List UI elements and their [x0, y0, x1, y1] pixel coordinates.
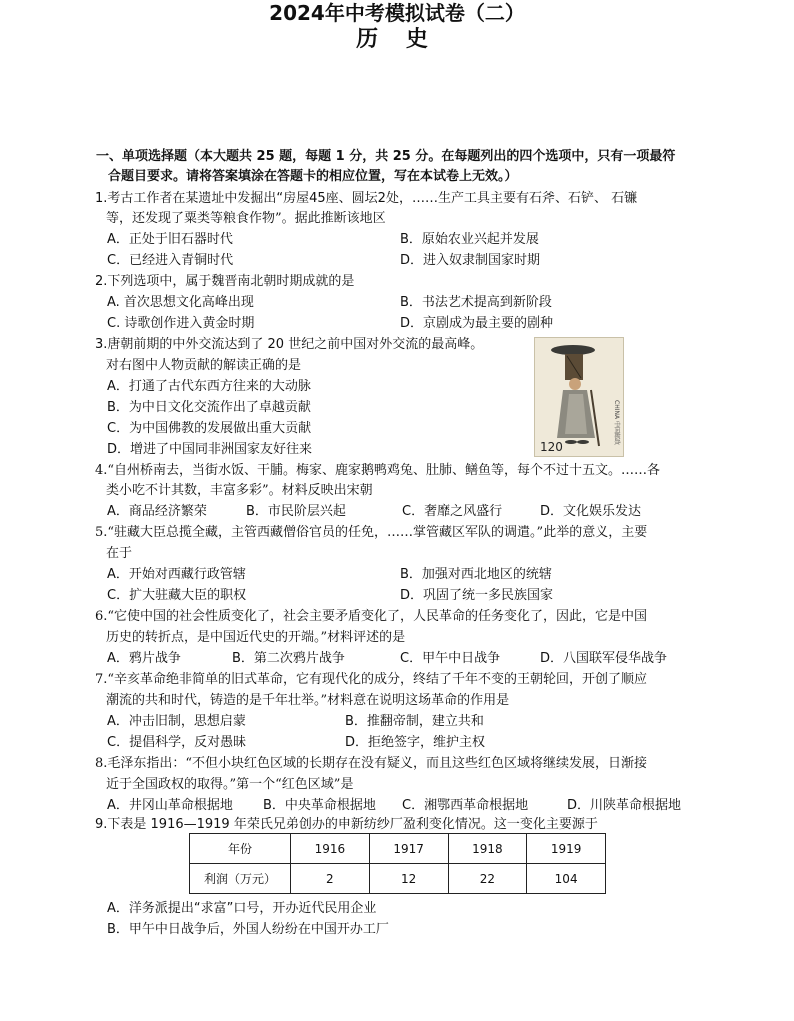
q4-option-b: B．市民阶层兴起: [246, 504, 346, 519]
q4-stem-line1: 4.“自州桥南去，当街水饭、干脯。梅家、鹿家鹅鸭鸡兔、肚肺、鳝鱼等，每个不过十五文。……各: [95, 463, 661, 478]
q9-option-b: B．甲午中日战争后，外国人纷纷在中国开办工厂: [107, 922, 389, 937]
profit-table: [189, 833, 606, 894]
q7-stem-line2: 潮流的共和时代，铸造的是千年壮举。”材料意在说明这场革命的作用是: [106, 693, 510, 708]
q3-option-a: A．打通了古代东西方往来的大动脉: [107, 379, 311, 394]
q3-option-b: B．为中日文化交流作出了卓越贡献: [107, 400, 311, 415]
q7-stem-line1: 7.“辛亥革命绝非简单的旧式革命，它有现代化的成分，终结了千年不变的王朝轮回，开创了顺应: [95, 672, 648, 687]
q9-stem: 9.下表是 1916—1919 年荣氏兄弟创办的申新纺纱厂盈利变化情况。这一变化主要源于: [95, 817, 598, 832]
section-heading-line2: 合题目要求。请将答案填涂在答题卡的相应位置，写在本试卷上无效。）: [108, 169, 518, 184]
q5-stem-line2: 在于: [106, 546, 133, 561]
table-header-cell: 1918: [448, 834, 527, 864]
q4-option-d: D．文化娱乐发达: [540, 504, 642, 519]
q5-option-c: C．扩大驻藏大臣的职权: [107, 588, 247, 603]
q8-stem-line1: 8.毛泽东指出：“不但小块红色区域的长期存在没有疑义，而且这些红色区域将继续发展，日渐接: [95, 756, 648, 771]
table-header-year: 年份: [190, 834, 291, 864]
q1-stem-line1: 1.考古工作者在某遗址中发掘出“房屋45座、圆坛2处，……生产工具主要有石斧、石铲、 石镰: [95, 191, 638, 206]
q1-option-b: B．原始农业兴起并发展: [400, 232, 539, 247]
exam-title: 2024年中考模拟试卷（二）: [269, 1, 525, 25]
monk-stamp-image: [534, 337, 624, 457]
table-cell: 2: [291, 864, 370, 894]
q3-stem-line1: 3.唐朝前期的中外交流达到了 20 世纪之前中国对外交流的最高峰。: [95, 337, 484, 352]
table-cell: 104: [527, 864, 606, 894]
table-header-row: [190, 834, 606, 864]
stamp-country-text: CHINA 中国邮政: [613, 400, 620, 445]
table-cell: 22: [448, 864, 527, 894]
table-header-cell: 1917: [369, 834, 448, 864]
q6-option-a: A．鸦片战争: [107, 651, 181, 666]
table-cell: 12: [369, 864, 448, 894]
q3-option-d: D．增进了中国同非洲国家友好往来: [107, 442, 313, 457]
q8-stem-line2: 近于全国政权的取得。”第一个“红色区域”是: [106, 777, 354, 792]
q6-option-c: C．甲午中日战争: [400, 651, 501, 666]
q2-stem: 2.下列选项中，属于魏晋南北朝时期成就的是: [95, 274, 355, 289]
q3-stem-line2: 对右图中人物贡献的解读正确的是: [106, 358, 302, 373]
q8-option-d: D．川陕革命根据地: [567, 798, 682, 813]
q8-option-c: C．湘鄂西革命根据地: [402, 798, 529, 813]
q5-option-d: D．巩固了统一多民族国家: [400, 588, 554, 603]
q6-option-d: D．八国联军侵华战争: [540, 651, 668, 666]
q2-option-b: B．书法艺术提高到新阶段: [400, 295, 552, 310]
q1-option-c: C．已经进入青铜时代: [107, 253, 234, 268]
table-row: [190, 864, 606, 894]
q1-option-d: D．进入奴隶制国家时期: [400, 253, 541, 268]
q3-option-c: C．为中国佛教的发展做出重大贡献: [107, 421, 312, 436]
subject-title: 历 史: [356, 27, 438, 52]
q4-stem-line2: 类小吃不计其数，丰富多彩”。材料反映出宋朝: [106, 483, 373, 498]
q8-option-a: A．井冈山革命根据地: [107, 798, 233, 813]
q4-option-a: A．商品经济繁荣: [107, 504, 207, 519]
q7-option-b: B．推翻帝制，建立共和: [345, 714, 484, 729]
q6-stem-line1: 6.“它使中国的社会性质变化了，社会主要矛盾变化了，人民革命的任务变化了，因此，它是中国: [95, 609, 648, 624]
q2-option-a: A. 首次思想文化高峰出现: [107, 295, 254, 310]
stamp-denomination: 120: [540, 440, 563, 454]
table-header-cell: 1916: [291, 834, 370, 864]
table-row-label: 利润（万元）: [190, 864, 291, 894]
q4-option-c: C．奢靡之风盛行: [402, 504, 503, 519]
q5-option-a: A．开始对西藏行政管辖: [107, 567, 246, 582]
monk-figure-illustration: [535, 338, 623, 456]
q1-option-a: A．正处于旧石器时代: [107, 232, 233, 247]
q6-stem-line2: 历史的转折点，是中国近代史的开端。”材料评述的是: [106, 630, 406, 645]
q7-option-d: D．拒绝签字，维护主权: [345, 735, 486, 750]
q1-stem-line2: 等，还发现了粟类等粮食作物”。据此推断该地区: [106, 211, 386, 226]
q7-option-c: C．提倡科学，反对愚昧: [107, 735, 247, 750]
q8-option-b: B．中央革命根据地: [263, 798, 376, 813]
section-heading-line1: 一、单项选择题（本大题共 25 题，每题 1 分，共 25 分。在每题列出的四个选项中，只有一项最符: [96, 149, 676, 164]
q9-option-a: A．洋务派提出“求富”口号，开办近代民用企业: [107, 901, 377, 916]
q2-option-c: C. 诗歌创作进入黄金时期: [107, 316, 255, 331]
q5-option-b: B．加强对西北地区的统辖: [400, 567, 552, 582]
q2-option-d: D．京剧成为最主要的剧种: [400, 316, 554, 331]
q6-option-b: B．第二次鸦片战争: [232, 651, 345, 666]
q7-option-a: A．冲击旧制，思想启蒙: [107, 714, 246, 729]
q5-stem-line1: 5.“驻藏大臣总揽全藏，主管西藏僧俗官员的任免，……掌管藏区军队的调遣。”此举的意义，主要: [95, 525, 648, 540]
table-header-cell: 1919: [527, 834, 606, 864]
